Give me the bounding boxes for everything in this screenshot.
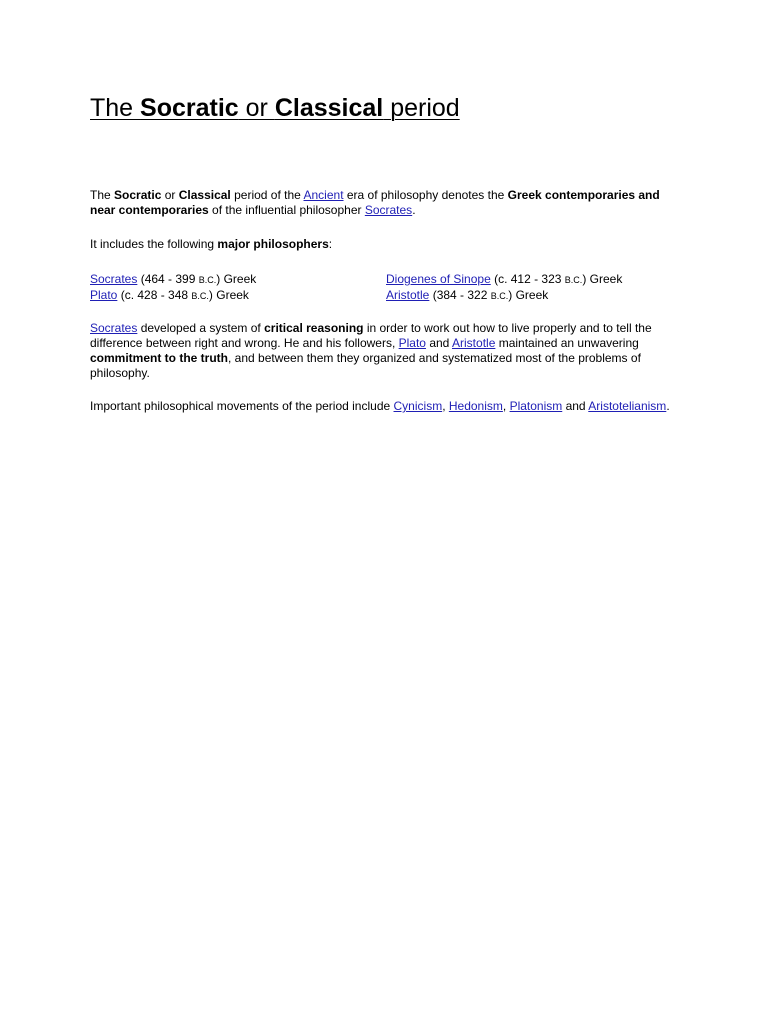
philosophers-column-left bbox=[90, 272, 256, 304]
socrates-text: and bbox=[425, 336, 453, 350]
intro-text: The bbox=[90, 188, 115, 202]
link-diogenes-of-sinope[interactable]: Diogenes of Sinope bbox=[386, 272, 491, 286]
socrates-text: in order to work out how to live properly and to tell the difference between right and wrong. He and his followers, bbox=[90, 321, 652, 350]
philosopher-dates: (384 - 322 bbox=[429, 288, 491, 302]
movements-paragraph bbox=[90, 399, 680, 414]
philosopher-origin: ) Greek bbox=[582, 272, 623, 286]
intro-text: of the influential philosopher bbox=[208, 203, 365, 217]
includes-text: It includes the following bbox=[90, 237, 218, 251]
philosopher-row bbox=[90, 272, 256, 288]
includes-paragraph bbox=[90, 237, 680, 252]
philosopher-dates: (c. 428 - 348 bbox=[117, 288, 192, 302]
link-aristotle[interactable]: Aristotle bbox=[452, 336, 496, 350]
era-label: B.C. bbox=[191, 291, 209, 301]
movements-text: . bbox=[666, 399, 670, 413]
includes-bold-major-philosophers: major philosophers bbox=[217, 237, 329, 251]
intro-text: . bbox=[412, 203, 416, 217]
era-label: B.C. bbox=[198, 275, 217, 285]
title-suffix: period bbox=[383, 94, 460, 122]
link-plato[interactable]: Plato bbox=[398, 336, 426, 350]
philosopher-origin: ) Greek bbox=[208, 288, 249, 302]
intro-text: era of philosophy denotes the bbox=[343, 188, 508, 202]
separator: , bbox=[502, 399, 510, 413]
title-bold-classical: Classical bbox=[274, 94, 384, 122]
link-aristotle[interactable]: Aristotle bbox=[386, 288, 430, 302]
intro-bold-socratic: Socratic bbox=[114, 188, 162, 202]
era-label: B.C. bbox=[564, 275, 583, 285]
separator: , bbox=[442, 399, 449, 413]
philosopher-origin: ) Greek bbox=[508, 288, 549, 302]
intro-paragraph bbox=[90, 188, 680, 218]
title-bold-socratic: Socratic bbox=[140, 94, 239, 122]
page-title bbox=[90, 93, 460, 123]
philosopher-dates: (464 - 399 bbox=[137, 272, 199, 286]
intro-bold-greek-contemporaries: Greek contemporaries and near contemporaries bbox=[90, 188, 660, 217]
bold-critical-reasoning: critical reasoning bbox=[264, 321, 364, 335]
intro-bold-classical: Classical bbox=[178, 188, 231, 202]
socrates-paragraph bbox=[90, 321, 680, 381]
link-cynicism[interactable]: Cynicism bbox=[393, 399, 443, 413]
era-label: B.C. bbox=[490, 291, 509, 301]
movements-text: and bbox=[562, 399, 589, 413]
philosopher-origin: ) Greek bbox=[216, 272, 257, 286]
link-aristotelianism[interactable]: Aristotelianism bbox=[588, 399, 667, 413]
link-hedonism[interactable]: Hedonism bbox=[448, 399, 503, 413]
socrates-text: maintained an unwavering bbox=[495, 336, 639, 350]
link-socrates[interactable]: Socrates bbox=[364, 203, 413, 217]
bold-commitment-to-truth: commitment to the truth bbox=[90, 351, 228, 365]
link-socrates[interactable]: Socrates bbox=[90, 272, 138, 286]
movements-text: Important philosophical movements of the period include bbox=[90, 399, 394, 413]
socrates-text: developed a system of bbox=[137, 321, 265, 335]
link-platonism[interactable]: Platonism bbox=[509, 399, 563, 413]
philosopher-dates: (c. 412 - 323 bbox=[490, 272, 565, 286]
philosopher-row bbox=[386, 288, 622, 304]
link-plato[interactable]: Plato bbox=[90, 288, 118, 302]
philosopher-row bbox=[386, 272, 622, 288]
title-prefix: The bbox=[90, 94, 141, 122]
link-socrates[interactable]: Socrates bbox=[90, 321, 138, 335]
philosophers-column-right bbox=[386, 272, 622, 304]
intro-text: or bbox=[161, 188, 179, 202]
philosopher-row bbox=[90, 288, 256, 304]
link-ancient[interactable]: Ancient bbox=[303, 188, 344, 202]
socrates-text: , and between them they organized and systematized most of the problems of philosophy. bbox=[90, 351, 641, 380]
title-middle: or bbox=[238, 94, 275, 122]
intro-text: period of the bbox=[230, 188, 304, 202]
includes-text: : bbox=[328, 237, 333, 251]
